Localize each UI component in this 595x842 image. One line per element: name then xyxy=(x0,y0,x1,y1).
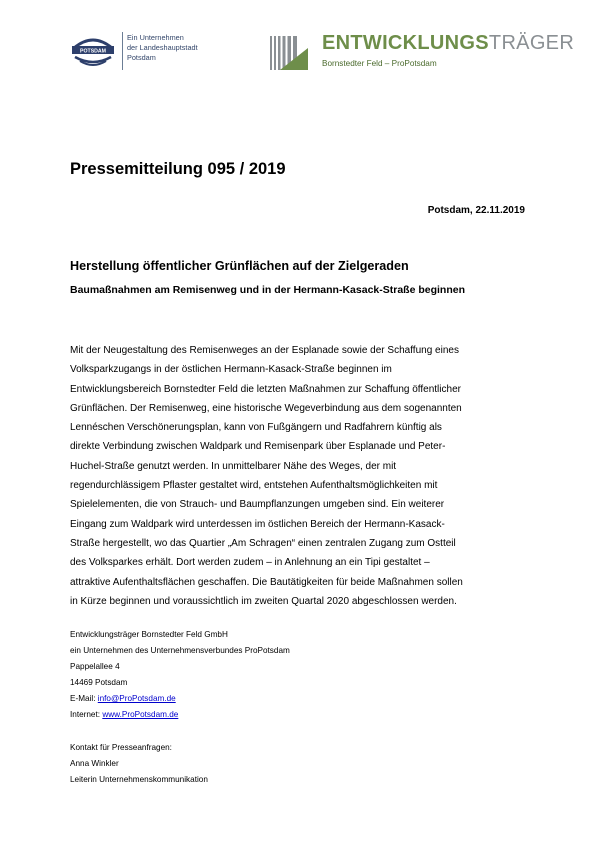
entwicklungstraeger-logo xyxy=(270,30,575,74)
company-affiliation: ein Unternehmen des Unternehmensverbundes ProPotsdam xyxy=(70,646,290,656)
potsdam-logo xyxy=(70,30,220,74)
body-line: Lennéschen Verschönerungsplan, kann von Fußgängern und Radfahrern künftig als xyxy=(70,422,442,434)
body-line: Entwicklungsbereich Bornstedter Feld die letzten Maßnahmen zur Schaffung öffentlicher xyxy=(70,383,461,395)
affiliation-line: der Landeshauptstadt xyxy=(127,43,198,52)
body-line: in Kürze beginnen und voraussichtlich im zweiten Quartal 2020 abgeschlossen werden. xyxy=(70,595,457,607)
website-row xyxy=(70,707,390,723)
body-line: Grünflächen. Der Remisenweg, eine historische Wegeverbindung aus dem sogenannten xyxy=(70,402,462,414)
press-contact-heading: Kontakt für Presseanfragen: xyxy=(70,742,172,752)
document-title: Pressemitteilung 095 / 2019 xyxy=(70,160,286,178)
dateline: Potsdam, 22.11.2019 xyxy=(427,205,525,216)
potsdam-crest-icon xyxy=(70,34,116,70)
brand-subtitle: Bornstedter Feld – ProPotsdam xyxy=(322,59,437,68)
body-line: Volksparkzugangs in der östlichen Hermann-Kasack-Straße beginnen im xyxy=(70,364,392,376)
affiliation-line: Potsdam xyxy=(127,53,156,62)
spacer xyxy=(70,724,390,740)
body-line: Eingang zum Waldpark wird unterdessen im östlichen Bereich der Hermann-Kasack- xyxy=(70,518,445,530)
body-line: Mit der Neugestaltung des Remisenweges an der Esplanade sowie der Schaffung eines xyxy=(70,345,459,356)
headline: Herstellung öffentlicher Grünflächen auf der Zielgeraden xyxy=(70,259,409,273)
body-line: direkte Verbindung zwischen Waldpark und Remisenpark über Esplanade und Peter- xyxy=(70,441,446,453)
body-line: Straße hergestellt, wo das Quartier „Am Schragen“ einen zentralen Zugang zum Ostteil xyxy=(70,537,456,549)
body-line: regendurchlässigem Pflaster gestaltet wird, entstehen Aufenthaltsmöglichkeiten mit xyxy=(70,480,438,492)
crest-text: POTSDAM xyxy=(80,48,106,55)
body-line: des Volksparkes erhält. Dort werden zudem – in Anlehnung an ein Tipi gestaltet – xyxy=(70,557,430,569)
company-name: Entwicklungsträger Bornstedter Feld GmbH xyxy=(70,630,228,639)
brand-name-light: TRÄGER xyxy=(488,32,575,54)
street-address: Pappelallee 4 xyxy=(70,662,120,672)
brand-name xyxy=(322,32,574,55)
press-contact-role: Leiterin Unternehmenskommunikation xyxy=(70,774,208,784)
body-line: Spielelementen, die von Strauch- und Baumpflanzungen umgeben sind. Ein weiterer xyxy=(70,499,445,511)
contact-block xyxy=(70,627,390,788)
website-label: Internet: xyxy=(70,710,103,720)
email-label: E-Mail: xyxy=(70,694,98,704)
subheadline: Baumaßnahmen am Remisenweg und in der Hermann-Kasack-Straße beginnen xyxy=(70,284,466,296)
press-contact-name: Anna Winkler xyxy=(70,758,119,768)
brand-name-bold: ENTWICKLUNGS xyxy=(322,32,489,54)
municipal-affiliation-text xyxy=(127,33,198,63)
city-address: 14469 Potsdam xyxy=(70,678,128,688)
affiliation-line: Ein Unternehmen xyxy=(127,33,184,42)
logo-divider xyxy=(122,32,123,70)
body-paragraph xyxy=(70,341,510,611)
body-line: attraktive Aufenthaltsflächen geschaffen. Die Bautätigkeiten für beide Maßnahmen sollen xyxy=(70,576,463,588)
website-link[interactable]: www.ProPotsdam.de xyxy=(102,710,179,720)
email-link[interactable]: info@ProPotsdam.de xyxy=(97,694,176,704)
email-row xyxy=(70,691,390,707)
body-line: Huchel-Straße genutzt werden. In unmittelbarer Nähe des Weges, der mit xyxy=(70,460,397,472)
bars-logo-icon xyxy=(270,34,310,72)
